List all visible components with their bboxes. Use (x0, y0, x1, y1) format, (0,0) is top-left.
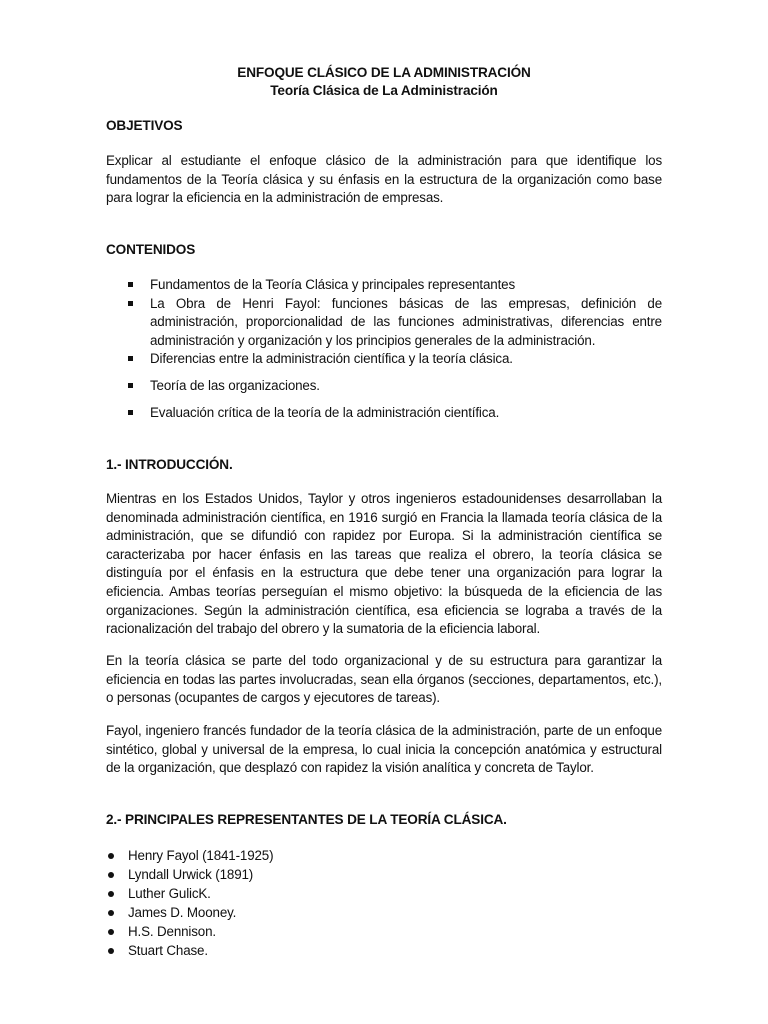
introduccion-paragraph-1: Mientras en los Estados Unidos, Taylor y otros ingenieros estadounidenses desarrollaban la denominada administración científica, en 1916 surgió en Francia la llamada teoría clásica de la administración, que se difundió con rapidez por Europa. Si la administración científica se caracterizaba por hacer énfasis en las tareas que realiza el obrero, la teoría clásica se distinguía por el énfasis en la estructura que debe tener una organización para lograr la eficiencia. Ambas teorías perseguían el mismo objetivo: la búsqueda de la eficiencia de las organizaciones. Según la administración científica, esa eficiencia se lograba a través de la racionalización del trabajo del obrero y la sumatoria de la eficiencia laboral. (106, 491, 662, 637)
representante-item (106, 885, 662, 904)
representante-name: Lyndall Urwick (1891) (128, 867, 254, 882)
introduccion-paragraph-2: En la teoría clásica se parte del todo organizacional y de su estructura para garantizar la eficiencia en todas las partes involucradas, sean ella órganos (secciones, departamentos, etc.), o personas (ocupantes de cargos y ejecutores de tareas). (106, 653, 662, 706)
contenidos-item-text: Evaluación crítica de la teoría de la administración científica. (150, 404, 500, 420)
representante-name: Stuart Chase. (128, 943, 208, 958)
representante-item (106, 866, 662, 885)
round-bullet-icon (108, 948, 114, 954)
contenidos-item (106, 276, 662, 295)
square-bullet-icon (128, 356, 133, 361)
contenidos-item-text: La Obra de Henri Fayol: funciones básicas de las empresas, definición de administración, proporcionalidad de las funciones administrativas, diferencias entre administración y organización y los principios generales de la administración. (150, 295, 662, 348)
introduccion-heading: 1.- INTRODUCCIÓN. (106, 457, 233, 472)
representante-name: Henry Fayol (1841-1925) (128, 848, 274, 863)
objetivos-heading: OBJETIVOS (106, 118, 183, 133)
representante-item (106, 847, 662, 866)
document-title: ENFOQUE CLÁSICO DE LA ADMINISTRACIÓN (237, 65, 531, 80)
contenidos-item (106, 350, 662, 369)
representante-name: James D. Mooney. (128, 905, 237, 920)
representante-item (106, 923, 662, 942)
round-bullet-icon (108, 853, 114, 859)
contenidos-item (106, 404, 662, 423)
representantes-list (106, 847, 662, 961)
representante-name: H.S. Dennison. (128, 924, 216, 939)
contenidos-item-text: Fundamentos de la Teoría Clásica y principales representantes (150, 277, 516, 292)
round-bullet-icon (108, 891, 114, 897)
representante-item (106, 904, 662, 923)
round-bullet-icon (108, 872, 114, 878)
contenidos-heading: CONTENIDOS (106, 242, 196, 257)
square-bullet-icon (128, 282, 133, 287)
representantes-heading: 2.- PRINCIPALES REPRESENTANTES DE LA TEORÍA CLÁSICA. (106, 812, 507, 827)
contenidos-item (106, 295, 662, 351)
objetivos-paragraph: Explicar al estudiante el enfoque clásico de la administración para que identifique los fundamentos de la Teoría clásica y su énfasis en la estructura de la organización como base para lograr la eficiencia en la administración de empresas. (106, 153, 662, 206)
round-bullet-icon (108, 929, 114, 935)
document-subtitle: Teoría Clásica de La Administración (270, 83, 498, 98)
contenidos-item (106, 377, 662, 396)
square-bullet-icon (128, 383, 133, 388)
representante-item (106, 942, 662, 961)
square-bullet-icon (128, 301, 133, 306)
square-bullet-icon (128, 410, 133, 415)
representante-name: Luther GulicK. (128, 886, 211, 901)
introduccion-paragraph-3: Fayol, ingeniero francés fundador de la teoría clásica de la administración, parte de un enfoque sintético, global y universal de la empresa, lo cual inicia la concepción anatómica y estructural de la organización, que desplazó con rapidez la visión analítica y concreta de Taylor. (106, 723, 662, 776)
contenidos-item-text: Teoría de las organizaciones. (150, 377, 320, 393)
contenidos-item-text: Diferencias entre la administración científica y la teoría clásica. (150, 351, 513, 367)
round-bullet-icon (108, 910, 114, 916)
contenidos-list (106, 276, 662, 422)
